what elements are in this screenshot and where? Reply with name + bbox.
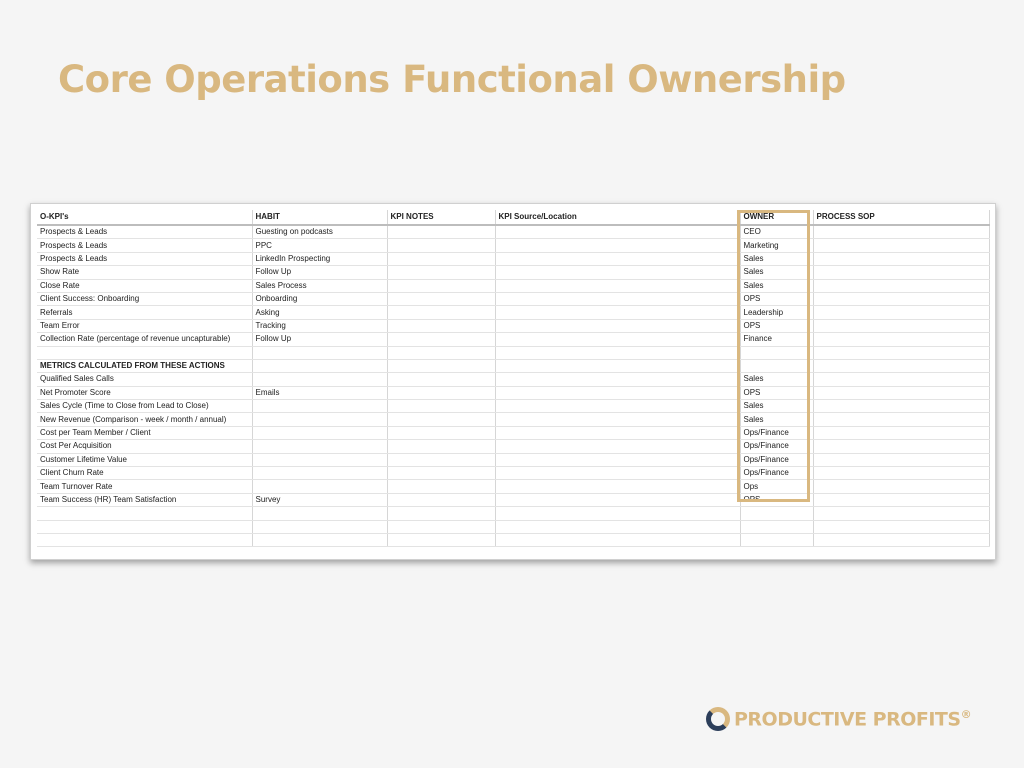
table-body [37, 225, 989, 547]
owner-cell: Sales [740, 279, 813, 292]
process-sop-cell [813, 319, 989, 332]
table-row [37, 225, 989, 239]
kpi-notes-cell [387, 359, 495, 372]
table-row [37, 520, 989, 533]
habit-cell [252, 440, 387, 453]
habit-cell [252, 346, 387, 359]
kpi-notes-cell [387, 252, 495, 265]
habit-cell: LinkedIn Prospecting [252, 252, 387, 265]
table-row [37, 239, 989, 252]
habit-cell [252, 533, 387, 546]
owner-cell: Sales [740, 266, 813, 279]
habit-cell [252, 507, 387, 520]
habit-cell: Follow Up [252, 333, 387, 346]
brand-logo [706, 704, 971, 734]
kpi-notes-cell [387, 266, 495, 279]
kpi-source-cell [495, 333, 740, 346]
process-sop-cell [813, 386, 989, 399]
owner-cell: Sales [740, 413, 813, 426]
okpi-cell [37, 507, 252, 520]
habit-cell [252, 480, 387, 493]
kpi-notes-cell [387, 373, 495, 386]
table-row [37, 453, 989, 466]
kpi-source-cell [495, 292, 740, 305]
okpi-cell: Close Rate [37, 279, 252, 292]
habit-cell: Tracking [252, 319, 387, 332]
okpi-cell: Team Turnover Rate [37, 480, 252, 493]
kpi-notes-cell [387, 239, 495, 252]
table-row [37, 493, 989, 506]
column-header-habit: HABIT [252, 210, 387, 225]
habit-cell: Emails [252, 386, 387, 399]
owner-cell [740, 346, 813, 359]
okpi-cell: Collection Rate (percentage of revenue uncapturable) [37, 333, 252, 346]
owner-cell: Ops/Finance [740, 440, 813, 453]
logo-text [734, 708, 971, 730]
kpi-source-cell [495, 373, 740, 386]
process-sop-cell [813, 493, 989, 506]
logo-wordmark: PRODUCTIVE PROFITS [734, 708, 961, 731]
kpi-source-cell [495, 266, 740, 279]
process-sop-cell [813, 453, 989, 466]
header-row [37, 210, 989, 225]
owner-cell: Leadership [740, 306, 813, 319]
kpi-source-cell [495, 346, 740, 359]
kpi-source-cell [495, 359, 740, 372]
kpi-notes-cell [387, 467, 495, 480]
okpi-cell: Sales Cycle (Time to Close from Lead to Close) [37, 400, 252, 413]
kpi-source-cell [495, 507, 740, 520]
process-sop-cell [813, 400, 989, 413]
table-row [37, 279, 989, 292]
kpi-notes-cell [387, 413, 495, 426]
process-sop-cell [813, 507, 989, 520]
table-row [37, 386, 989, 399]
process-sop-cell [813, 373, 989, 386]
habit-cell [252, 400, 387, 413]
kpi-source-cell [495, 480, 740, 493]
kpi-source-cell [495, 239, 740, 252]
okpi-cell [37, 346, 252, 359]
table-row [37, 400, 989, 413]
habit-cell [252, 467, 387, 480]
process-sop-cell [813, 292, 989, 305]
process-sop-cell [813, 266, 989, 279]
table-row [37, 426, 989, 439]
kpi-notes-cell [387, 306, 495, 319]
kpi-source-cell [495, 252, 740, 265]
owner-cell: Ops [740, 480, 813, 493]
column-header-process-sop: PROCESS SOP [813, 210, 989, 225]
table-row [37, 319, 989, 332]
okpi-cell: Team Error [37, 319, 252, 332]
kpi-notes-cell [387, 493, 495, 506]
registered-mark: ® [960, 707, 972, 721]
okpi-cell: Net Promoter Score [37, 386, 252, 399]
kpi-notes-cell [387, 426, 495, 439]
table-row [37, 533, 989, 546]
process-sop-cell [813, 333, 989, 346]
owner-cell: Sales [740, 400, 813, 413]
habit-cell [252, 520, 387, 533]
owner-cell: Sales [740, 373, 813, 386]
okpi-cell: Referrals [37, 306, 252, 319]
process-sop-cell [813, 520, 989, 533]
process-sop-cell [813, 225, 989, 239]
column-header-kpi-source: KPI Source/Location [495, 210, 740, 225]
table-row [37, 480, 989, 493]
habit-cell: Guesting on podcasts [252, 225, 387, 239]
okpi-cell: Cost Per Acquisition [37, 440, 252, 453]
process-sop-cell [813, 533, 989, 546]
kpi-notes-cell [387, 480, 495, 493]
owner-cell: OPS [740, 493, 813, 506]
section-header-row [37, 359, 989, 372]
kpi-notes-cell [387, 507, 495, 520]
kpi-notes-cell [387, 319, 495, 332]
owner-cell [740, 520, 813, 533]
kpi-notes-cell [387, 279, 495, 292]
table-row [37, 252, 989, 265]
okpi-cell: Prospects & Leads [37, 225, 252, 239]
kpi-source-cell [495, 440, 740, 453]
kpi-source-cell [495, 493, 740, 506]
owner-cell [740, 533, 813, 546]
kpi-notes-cell [387, 400, 495, 413]
kpi-source-cell [495, 225, 740, 239]
process-sop-cell [813, 279, 989, 292]
okpi-cell: Team Success (HR) Team Satisfaction [37, 493, 252, 506]
kpi-source-cell [495, 306, 740, 319]
owner-cell: Marketing [740, 239, 813, 252]
kpi-notes-cell [387, 346, 495, 359]
kpi-source-cell [495, 533, 740, 546]
kpi-source-cell [495, 520, 740, 533]
okpi-cell: Prospects & Leads [37, 239, 252, 252]
okpi-cell: Show Rate [37, 266, 252, 279]
owner-cell: CEO [740, 225, 813, 239]
kpi-source-cell [495, 426, 740, 439]
process-sop-cell [813, 252, 989, 265]
kpi-source-cell [495, 413, 740, 426]
kpi-source-cell [495, 386, 740, 399]
habit-cell: Onboarding [252, 292, 387, 305]
habit-cell: Asking [252, 306, 387, 319]
table-row [37, 266, 989, 279]
slide-title: Core Operations Functional Ownership [58, 58, 846, 101]
kpi-source-cell [495, 400, 740, 413]
owner-cell: OPS [740, 292, 813, 305]
kpi-source-cell [495, 453, 740, 466]
process-sop-cell [813, 480, 989, 493]
habit-cell [252, 413, 387, 426]
habit-cell: Follow Up [252, 266, 387, 279]
owner-cell: Ops/Finance [740, 426, 813, 439]
habit-cell [252, 359, 387, 372]
table-row [37, 413, 989, 426]
habit-cell: Survey [252, 493, 387, 506]
kpi-notes-cell [387, 333, 495, 346]
owner-cell: Ops/Finance [740, 467, 813, 480]
kpi-notes-cell [387, 520, 495, 533]
table-row [37, 346, 989, 359]
kpi-notes-cell [387, 440, 495, 453]
habit-cell [252, 373, 387, 386]
process-sop-cell [813, 467, 989, 480]
process-sop-cell [813, 413, 989, 426]
habit-cell: PPC [252, 239, 387, 252]
column-header-okpi: O-KPI's [37, 210, 252, 225]
table-row [37, 333, 989, 346]
owner-cell [740, 507, 813, 520]
okpi-cell: New Revenue (Comparison - week / month / annual) [37, 413, 252, 426]
okpi-cell: Customer Lifetime Value [37, 453, 252, 466]
kpi-notes-cell [387, 225, 495, 239]
table-row [37, 440, 989, 453]
okpi-cell [37, 533, 252, 546]
habit-cell [252, 453, 387, 466]
column-header-kpi-notes: KPI NOTES [387, 210, 495, 225]
habit-cell [252, 426, 387, 439]
habit-cell: Sales Process [252, 279, 387, 292]
table-row [37, 306, 989, 319]
table-row [37, 507, 989, 520]
owner-cell: OPS [740, 386, 813, 399]
okpi-cell: Client Churn Rate [37, 467, 252, 480]
process-sop-cell [813, 346, 989, 359]
okpi-cell: METRICS CALCULATED FROM THESE ACTIONS [37, 359, 252, 372]
kpi-notes-cell [387, 453, 495, 466]
process-sop-cell [813, 239, 989, 252]
okpi-cell: Prospects & Leads [37, 252, 252, 265]
okpi-cell [37, 520, 252, 533]
owner-cell: Finance [740, 333, 813, 346]
process-sop-cell [813, 440, 989, 453]
kpi-notes-cell [387, 533, 495, 546]
kpi-source-cell [495, 279, 740, 292]
okpi-cell: Client Success: Onboarding [37, 292, 252, 305]
process-sop-cell [813, 359, 989, 372]
table-row [37, 373, 989, 386]
owner-cell: Ops/Finance [740, 453, 813, 466]
column-header-owner: OWNER [740, 210, 813, 225]
owner-cell [740, 359, 813, 372]
process-sop-cell [813, 426, 989, 439]
kpi-source-cell [495, 467, 740, 480]
table-row [37, 292, 989, 305]
spreadsheet-screenshot [30, 203, 996, 560]
table-row [37, 467, 989, 480]
owner-cell: Sales [740, 252, 813, 265]
kpi-notes-cell [387, 386, 495, 399]
kpi-notes-cell [387, 292, 495, 305]
kpi-table [37, 210, 990, 547]
okpi-cell: Cost per Team Member / Client [37, 426, 252, 439]
kpi-source-cell [495, 319, 740, 332]
owner-cell: OPS [740, 319, 813, 332]
ring-logo-icon [706, 707, 730, 731]
process-sop-cell [813, 306, 989, 319]
okpi-cell: Qualified Sales Calls [37, 373, 252, 386]
